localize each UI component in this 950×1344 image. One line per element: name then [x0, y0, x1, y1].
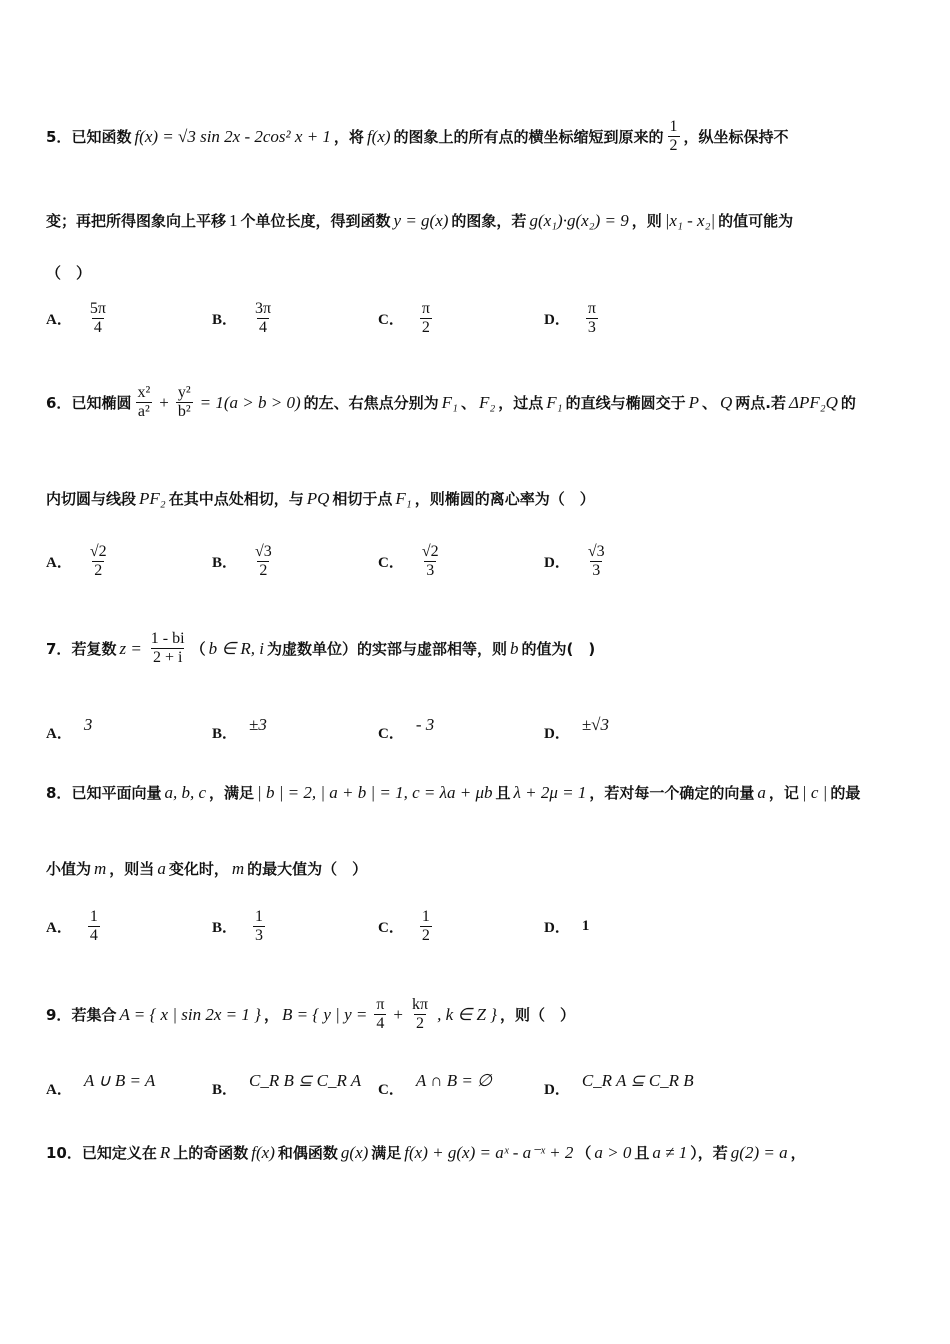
q6-text: ，过点 — [498, 394, 544, 413]
q8-option-c[interactable] — [378, 908, 544, 946]
q9-set-a: A = { x | sin 2x = 1 } — [119, 1004, 261, 1024]
option-den: 2 — [94, 562, 103, 580]
q7-line1 — [46, 630, 910, 668]
q8-options — [46, 908, 910, 946]
q10-fx: f(x) — [251, 1142, 275, 1162]
option-label: D． — [544, 312, 570, 329]
q8-option-d[interactable] — [544, 916, 710, 937]
q5-number: 5． — [46, 128, 72, 147]
q10-text: （ — [576, 1144, 592, 1162]
q5-half-num: 1 — [669, 118, 678, 135]
option-label: A． — [46, 920, 72, 937]
option-den: 4 — [93, 319, 102, 337]
q7-text: 若复数 — [71, 640, 117, 659]
option-value: A ∪ B = A — [83, 1070, 156, 1090]
q9-text: ， — [263, 1006, 279, 1025]
option-num: 1 — [89, 908, 98, 925]
q9-option-d[interactable] — [544, 1070, 710, 1099]
q6-text: 的左、右焦点分别为 — [303, 394, 439, 413]
q5-function-expr: f(x) = √3 sin 2x - 2cos² x + 1 — [134, 126, 331, 146]
option-den: 3 — [255, 927, 264, 945]
option-value: ±3 — [249, 714, 267, 734]
q9-option-c[interactable] — [378, 1070, 544, 1099]
q7-text: 为虚数单位）的实部与虚部相等，则 — [267, 640, 508, 659]
option-num: √3 — [587, 543, 605, 560]
q5-half-den: 2 — [669, 137, 678, 155]
q5-option-b[interactable] — [212, 300, 378, 338]
q10-gx: g(x) — [340, 1142, 369, 1162]
q8-a: a — [157, 858, 166, 878]
q5-line2 — [46, 210, 910, 231]
q10-text: 上的奇函数 — [173, 1144, 249, 1162]
option-value: C_R B ⊆ C_R A — [249, 1070, 362, 1090]
q6-text: 内切圆与线段 — [46, 490, 137, 508]
q5-abs-expr: |x₁ - x₂| — [664, 210, 716, 230]
option-label: A． — [46, 312, 72, 329]
option-label: D． — [544, 726, 570, 742]
q9-frac1 — [374, 996, 386, 1034]
option-num: π — [587, 300, 596, 317]
q10-text: 满足 — [371, 1144, 402, 1162]
q8-text: ，记 — [768, 784, 799, 802]
q5-product-expr: g(x₁)·g(x₂) = 9 — [529, 210, 629, 230]
q6-f1: F₁ — [441, 392, 458, 412]
q8-line2 — [46, 858, 910, 879]
option-label: C． — [378, 1082, 404, 1098]
option-label: D． — [544, 1082, 570, 1098]
q5-text: ，则 — [631, 212, 662, 230]
q5-option-a[interactable] — [46, 300, 212, 338]
q10-number: 10． — [46, 1144, 82, 1162]
option-num: 5π — [89, 300, 106, 317]
q8-c: | c | — [801, 782, 828, 802]
option-label: A． — [46, 1082, 72, 1098]
q6-text: 的 — [840, 394, 856, 413]
q5-half-fraction — [668, 118, 680, 156]
frac-den: 2 + i — [152, 649, 183, 667]
q8-m: m — [231, 858, 245, 878]
q6-pq: PQ — [306, 488, 330, 508]
option-label: A． — [46, 726, 72, 742]
q8-vectors: a, b, c — [164, 782, 206, 802]
frac-num: y² — [177, 384, 191, 401]
q7-b: b — [510, 638, 519, 658]
q5-line3 — [46, 262, 910, 283]
q10-line1 — [46, 1142, 910, 1163]
q10-text: ， — [790, 1144, 806, 1162]
q8-text: 且 — [495, 784, 511, 802]
option-num: √2 — [421, 543, 439, 560]
q5-text: 的图象，若 — [451, 212, 527, 230]
q6-text: 已知椭圆 — [71, 394, 132, 413]
q8-text: 的最 — [830, 784, 861, 802]
option-num: 3π — [255, 300, 272, 317]
q5-answer-paren: （ ） — [46, 264, 92, 282]
option-den: 2 — [421, 927, 430, 945]
q5-fx: f(x) — [366, 126, 391, 146]
q8-text: ，若对每一个确定的向量 — [589, 784, 755, 802]
q5-text: 的值可能为 — [718, 212, 794, 230]
q9-plus: + — [393, 1004, 404, 1024]
option-label: C． — [378, 920, 404, 937]
q7-text: 的值为( ) — [521, 640, 596, 659]
q8-text: ，则当 — [109, 860, 155, 878]
q8-text: 小值为 — [46, 860, 92, 878]
option-num: √2 — [89, 543, 107, 560]
q6-f1: F₁ — [395, 488, 412, 508]
frac-den: 4 — [376, 1015, 385, 1033]
q10-equation: f(x) + g(x) = aˣ - a⁻ˣ + 2 — [404, 1142, 574, 1162]
option-label: B． — [212, 1082, 238, 1098]
q8-condition: | b | = 2, | a + b | = 1, c = λa + μb — [257, 782, 493, 802]
q7-z-fraction — [149, 630, 187, 668]
option-num: √3 — [255, 543, 272, 560]
q7-z: z = — [119, 638, 142, 658]
option-label: D． — [544, 555, 570, 572]
q6-ellipse-y — [176, 384, 193, 422]
option-num: π — [421, 300, 430, 317]
option-label: A． — [46, 555, 72, 572]
q6-text: 两点.若 — [735, 394, 786, 413]
q10-g2: g(2) = a — [730, 1142, 788, 1162]
q8-line1 — [46, 782, 910, 803]
frac-num: 1 - bi — [150, 630, 185, 647]
q6-ellipse-x — [135, 384, 152, 422]
option-den: 2 — [259, 562, 268, 580]
option-den: 2 — [421, 319, 430, 337]
q6-text: 、 — [701, 394, 717, 413]
q7-option-c[interactable] — [378, 714, 544, 743]
option-label: C． — [378, 555, 404, 572]
option-den: 4 — [259, 319, 268, 337]
q6-text: 相切于点 — [332, 490, 393, 508]
q9-number: 9． — [46, 1006, 72, 1025]
option-value: A ∩ B = ∅ — [415, 1070, 492, 1090]
option-value: - 3 — [415, 714, 435, 734]
q5-option-d[interactable] — [544, 300, 710, 338]
q5-text: 的图象上的所有点的横坐标缩短到原来的 — [393, 128, 664, 147]
q7-options — [46, 714, 910, 743]
q9-text: 若集合 — [71, 1006, 117, 1025]
q6-text: 、 — [460, 394, 476, 413]
q8-option-a[interactable] — [46, 908, 212, 946]
q10-r: R — [159, 1142, 171, 1162]
q8-number: 8． — [46, 784, 72, 802]
q5-text: 已知函数 — [71, 128, 132, 147]
frac-num: x² — [137, 384, 151, 401]
q9-set-b-end: , k ∈ Z } — [437, 1004, 497, 1024]
q9-line1 — [46, 996, 910, 1034]
q6-option-c[interactable] — [378, 543, 544, 581]
frac-den: 2 — [416, 1015, 425, 1033]
q6-line2 — [46, 488, 910, 509]
frac-den: b² — [177, 403, 191, 421]
q8-m: m — [94, 858, 107, 878]
q9-set-b: B = { y | y = — [281, 1004, 368, 1024]
q8-text: 的最大值为（ ） — [247, 860, 368, 878]
q6-line1: 6． 已知椭圆 $\frac{\text{x²}}{\text{a²}}$ + $\frac{\text{y²}}{\text{b²}}$ = 1(a > b > 0) 的左、右焦点分别为 F₁ 、 F₂ ，过点 F₁ 的直线与椭圆交于 P 、 Q 两点.若 ΔPF₂Q 的 — [46, 384, 856, 421]
option-label: B． — [212, 555, 238, 572]
q9-frac2 — [410, 996, 430, 1034]
option-value: ±√3 — [581, 714, 610, 734]
option-label: B． — [212, 920, 238, 937]
q5-text: ，纵坐标保持不 — [683, 128, 789, 147]
q8-condition2: λ + 2μ = 1 — [513, 782, 587, 802]
option-den: 3 — [592, 562, 601, 580]
option-num: 1 — [255, 908, 264, 925]
option-label: B． — [212, 312, 238, 329]
q7-condition: b ∈ R, i — [208, 638, 265, 658]
q6-f1: F₁ — [546, 392, 563, 412]
q6-options — [46, 543, 910, 581]
q5-option-c[interactable] — [378, 300, 544, 338]
q6-condition: = 1(a > b > 0) — [199, 392, 301, 412]
q9-options — [46, 1070, 910, 1099]
q10-text: 且 — [634, 1144, 650, 1162]
q8-a: a — [757, 782, 766, 802]
q8-option-b[interactable] — [212, 908, 378, 946]
q10-text: 和偶函数 — [277, 1144, 338, 1162]
q6-f2: F₂ — [478, 392, 496, 412]
q7-number: 7． — [46, 640, 72, 659]
option-den: 3 — [426, 562, 435, 580]
q9-option-b[interactable] — [212, 1070, 378, 1099]
q9-option-a[interactable] — [46, 1070, 212, 1099]
q5-line1 — [46, 118, 910, 156]
option-den: 4 — [89, 927, 98, 945]
q5-gx: y = g(x) — [393, 210, 449, 230]
q6-pf2: PF₂ — [139, 488, 166, 508]
q7-option-a[interactable] — [46, 714, 212, 743]
q5-one: 1 — [229, 210, 238, 230]
q6-triangle: ΔPF₂Q — [788, 392, 838, 412]
frac-num: kπ — [412, 996, 429, 1013]
frac-den: a² — [137, 403, 150, 421]
q7-option-b[interactable] — [212, 714, 378, 743]
q6-p: P — [688, 392, 699, 412]
option-label: B． — [212, 726, 238, 742]
q6-option-a[interactable] — [46, 543, 212, 581]
q5-text: 变；再把所得图象向上平移 — [46, 212, 227, 230]
q8-text: 已知平面向量 — [71, 784, 162, 802]
option-value: 1 — [581, 918, 590, 935]
q6-option-b[interactable] — [212, 543, 378, 581]
option-label: D． — [544, 920, 570, 937]
q5-text: ，将 — [333, 128, 364, 147]
option-label: C． — [378, 312, 404, 329]
q7-text: （ — [190, 640, 206, 659]
option-label: C． — [378, 726, 404, 742]
q7-option-d[interactable] — [544, 714, 710, 743]
q9-text: ，则（ ） — [499, 1006, 575, 1025]
q10-text: 已知定义在 — [81, 1144, 157, 1162]
q6-text: 的直线与椭圆交于 — [565, 394, 686, 413]
q5-options — [46, 300, 910, 338]
option-den: 3 — [587, 319, 596, 337]
q8-text: ，满足 — [209, 784, 255, 802]
q5-text: 个单位长度，得到函数 — [240, 212, 391, 230]
q6-q: Q — [720, 392, 733, 412]
option-value: C_R A ⊆ C_R B — [581, 1070, 694, 1090]
frac-num: π — [376, 996, 385, 1013]
option-value: 3 — [83, 714, 93, 734]
q6-option-d[interactable] — [544, 543, 710, 581]
q10-cond1: a > 0 — [594, 1142, 632, 1162]
q6-text: 在其中点处相切，与 — [168, 490, 304, 508]
q8-text: 变化时， — [168, 860, 229, 878]
option-num: 1 — [421, 908, 430, 925]
q6-number: 6． — [46, 394, 72, 413]
q10-cond2: a ≠ 1 — [652, 1142, 688, 1162]
q6-text: ，则椭圆的离心率为（ ） — [414, 490, 595, 508]
q10-text: ），若 — [690, 1144, 728, 1162]
